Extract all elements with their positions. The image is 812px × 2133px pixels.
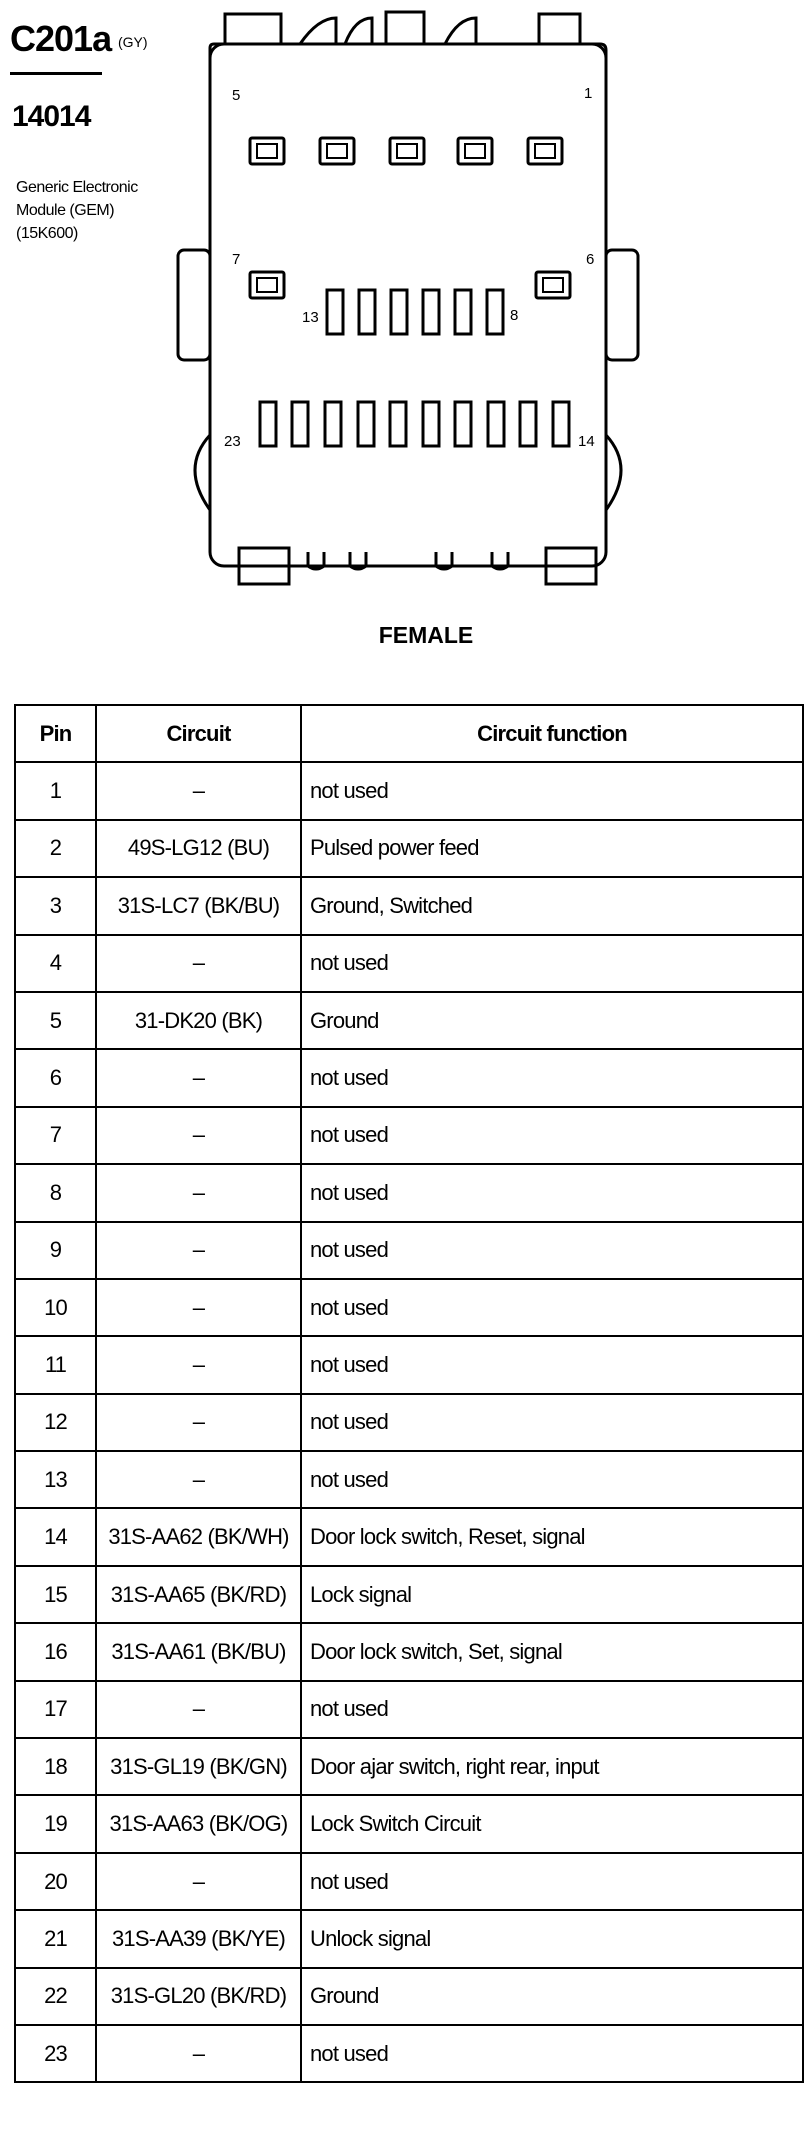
table-row	[15, 1623, 803, 1680]
pin-cell: 23	[15, 2025, 96, 2082]
header-pin: Pin	[15, 705, 96, 762]
pin-cell: 17	[15, 1681, 96, 1738]
circuit-cell: –	[96, 2025, 301, 2082]
table-row	[15, 1107, 803, 1164]
header-circuit-function: Circuit function	[301, 705, 803, 762]
connector-color: (GY)	[118, 34, 148, 50]
table-row	[15, 1451, 803, 1508]
circuit-function-cell: not used	[301, 1681, 803, 1738]
pin-cell: 22	[15, 1968, 96, 2025]
circuit-function-cell: not used	[301, 1107, 803, 1164]
table-row	[15, 1910, 803, 1967]
pin-label-8: 8	[510, 307, 519, 324]
circuit-cell: 31S-GL19 (BK/GN)	[96, 1738, 301, 1795]
left-side-latch	[178, 250, 210, 360]
circuit-cell: –	[96, 1164, 301, 1221]
pin-cell: 12	[15, 1394, 96, 1451]
connector-gender: FEMALE	[378, 622, 474, 648]
circuit-function-cell: Ground	[301, 1968, 803, 2025]
circuit-cell: –	[96, 1853, 301, 1910]
circuit-cell: 31S-AA39 (BK/YE)	[96, 1910, 301, 1967]
circuit-function-cell: Unlock signal	[301, 1910, 803, 1967]
pin-cell: 2	[15, 820, 96, 877]
pin-label-7: 7	[232, 251, 241, 268]
table-row	[15, 1222, 803, 1279]
circuit-function-cell: Lock signal	[301, 1566, 803, 1623]
pin-cell: 11	[15, 1336, 96, 1393]
pin-label-6: 6	[586, 251, 595, 268]
circuit-function-cell: Door lock switch, Reset, signal	[301, 1508, 803, 1565]
pin-cell: 8	[15, 1164, 96, 1221]
table-row	[15, 1853, 803, 1910]
pin-cell: 6	[15, 1049, 96, 1106]
header-circuit: Circuit	[96, 705, 301, 762]
circuit-function-cell: not used	[301, 1279, 803, 1336]
left-bottom-bulge	[195, 435, 210, 510]
description-line: Generic Electronic	[16, 179, 138, 196]
pin-cell: 3	[15, 877, 96, 934]
pin-cell: 4	[15, 935, 96, 992]
pin-cell: 18	[15, 1738, 96, 1795]
pin-cell: 13	[15, 1451, 96, 1508]
circuit-cell: –	[96, 1681, 301, 1738]
part-number: 14014	[12, 100, 91, 133]
table-row	[15, 1164, 803, 1221]
circuit-cell: 31S-GL20 (BK/RD)	[96, 1968, 301, 2025]
table-row	[15, 1795, 803, 1852]
circuit-function-cell: Door lock switch, Set, signal	[301, 1623, 803, 1680]
circuit-cell: –	[96, 935, 301, 992]
table-row	[15, 1394, 803, 1451]
circuit-cell: –	[96, 1394, 301, 1451]
table-row	[15, 935, 803, 992]
right-bottom-bulge	[606, 435, 621, 510]
circuit-function-cell: Lock Switch Circuit	[301, 1795, 803, 1852]
circuit-function-cell: Ground	[301, 992, 803, 1049]
pin-label-1: 1	[584, 85, 593, 102]
pin-cell: 9	[15, 1222, 96, 1279]
description-line: (15K600)	[16, 225, 78, 242]
pin-cell: 14	[15, 1508, 96, 1565]
table-row	[15, 992, 803, 1049]
circuit-function-cell: not used	[301, 2025, 803, 2082]
circuit-cell: –	[96, 1107, 301, 1164]
circuit-function-cell: not used	[301, 1451, 803, 1508]
pin-cell: 20	[15, 1853, 96, 1910]
middle-cavity-row	[250, 272, 570, 334]
circuit-cell: 49S-LG12 (BU)	[96, 820, 301, 877]
connector-id: C201a	[10, 18, 112, 59]
connector-face-diagram	[0, 0, 812, 640]
circuit-function-cell: not used	[301, 1049, 803, 1106]
circuit-function-cell: not used	[301, 762, 803, 819]
circuit-cell: –	[96, 1222, 301, 1279]
pin-cell: 19	[15, 1795, 96, 1852]
table-row	[15, 762, 803, 819]
circuit-cell: 31S-LC7 (BK/BU)	[96, 877, 301, 934]
table-row	[15, 1279, 803, 1336]
circuit-cell: 31S-AA61 (BK/BU)	[96, 1623, 301, 1680]
pin-cell: 21	[15, 1910, 96, 1967]
pin-cell: 10	[15, 1279, 96, 1336]
pin-cell: 1	[15, 762, 96, 819]
circuit-cell: –	[96, 1049, 301, 1106]
pin-cell: 7	[15, 1107, 96, 1164]
circuit-function-cell: not used	[301, 1853, 803, 1910]
table-header-row	[15, 705, 803, 762]
pin-label-13: 13	[302, 309, 319, 326]
pin-table	[14, 704, 804, 2083]
circuit-function-cell: Door ajar switch, right rear, input	[301, 1738, 803, 1795]
table-row	[15, 1508, 803, 1565]
top-cavity-row	[250, 138, 562, 164]
table-row	[15, 2025, 803, 2082]
circuit-cell: 31-DK20 (BK)	[96, 992, 301, 1049]
description-line: Module (GEM)	[16, 202, 115, 219]
circuit-cell: 31S-AA62 (BK/WH)	[96, 1508, 301, 1565]
table-row	[15, 1681, 803, 1738]
pin-cell: 15	[15, 1566, 96, 1623]
circuit-cell: –	[96, 1451, 301, 1508]
pin-label-5: 5	[232, 87, 241, 104]
right-side-latch	[606, 250, 638, 360]
bottom-cavity-row	[260, 402, 569, 446]
circuit-function-cell: Ground, Switched	[301, 877, 803, 934]
circuit-function-cell: Pulsed power feed	[301, 820, 803, 877]
pin-cell: 16	[15, 1623, 96, 1680]
circuit-function-cell: not used	[301, 1222, 803, 1279]
table-row	[15, 1049, 803, 1106]
circuit-function-cell: not used	[301, 935, 803, 992]
table-row	[15, 1336, 803, 1393]
table-row	[15, 820, 803, 877]
circuit-cell: 31S-AA63 (BK/OG)	[96, 1795, 301, 1852]
circuit-cell: –	[96, 1336, 301, 1393]
pin-label-14: 14	[578, 433, 595, 450]
circuit-function-cell: not used	[301, 1336, 803, 1393]
table-row	[15, 1738, 803, 1795]
circuit-function-cell: not used	[301, 1394, 803, 1451]
circuit-cell: 31S-AA65 (BK/RD)	[96, 1566, 301, 1623]
circuit-cell: –	[96, 762, 301, 819]
pin-cell: 5	[15, 992, 96, 1049]
pin-label-23: 23	[224, 433, 241, 450]
table-row	[15, 1968, 803, 2025]
circuit-function-cell: not used	[301, 1164, 803, 1221]
circuit-cell: –	[96, 1279, 301, 1336]
table-row	[15, 877, 803, 934]
table-row	[15, 1566, 803, 1623]
